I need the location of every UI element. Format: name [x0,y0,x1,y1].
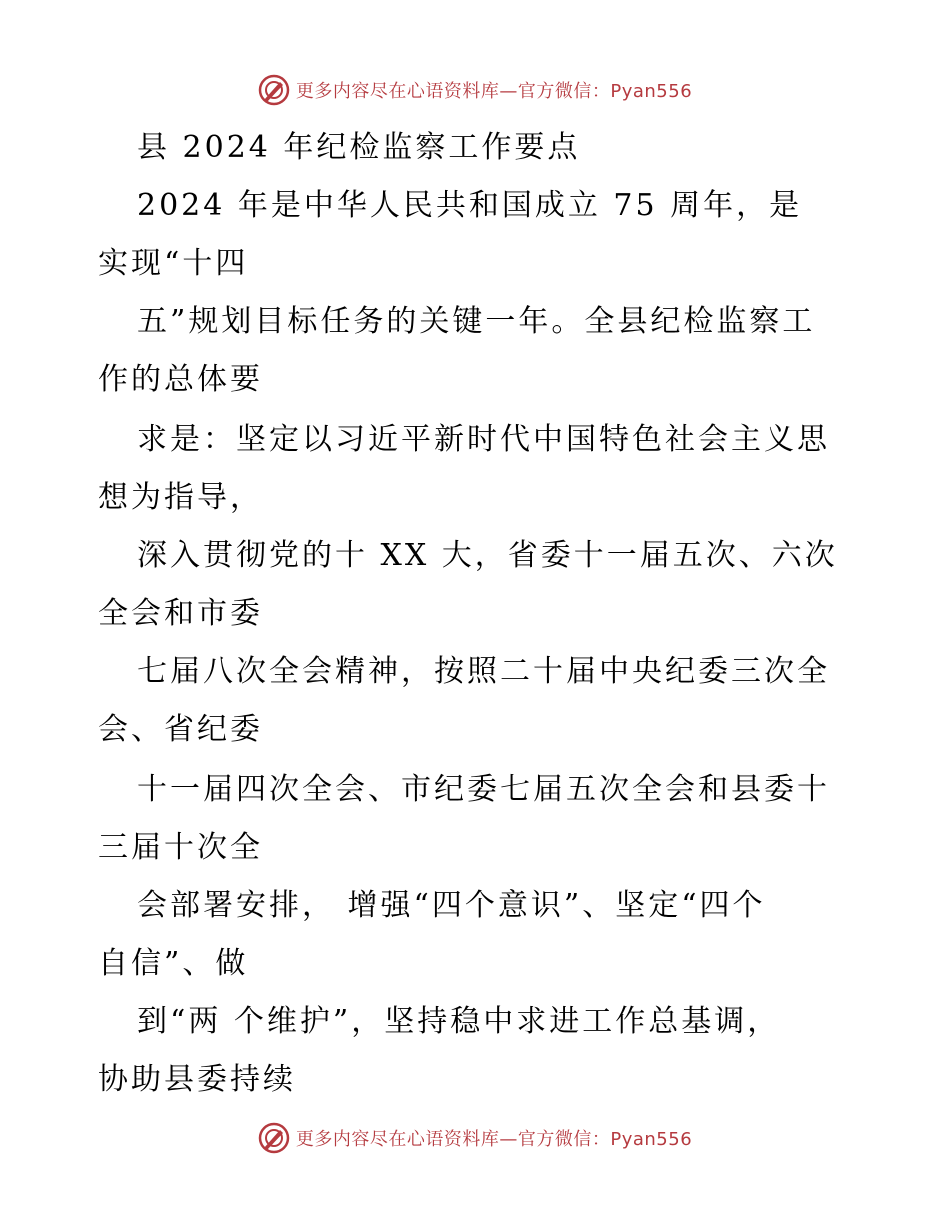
watermark-logo-icon [258,74,290,106]
watermark-logo-icon [258,1122,290,1154]
paragraph-line: 想为指导， [98,480,263,515]
paragraph-line: 十一届四次全会、市纪委七届五次全会和县委十 [137,772,830,807]
paragraph-line: 自信”、做 [98,946,249,981]
watermark-banner-bottom [0,1118,950,1158]
paragraph-line: 七届八次全会精神，按照二十届中央纪委三次全 [137,654,830,689]
paragraph-line: 到“两 个维护”，坚持稳中求进工作总基调， [137,1004,781,1039]
paragraph-line: 会、省纪委 [98,712,263,747]
paragraph-line: 协助县委持续 [98,1062,296,1097]
paragraph-line: 会部署安排， 增强“四个意识”、坚定“四个 [137,888,766,923]
paragraph-line: 求是：坚定以习近平新时代中国特色社会主义思 [137,422,830,457]
watermark-text: 更多内容尽在心语资料库—官方微信：Pyan556 [295,81,693,102]
paragraph-line: 三届十次全 [98,830,263,865]
document-title: 县 2024 年纪检监察工作要点 [137,130,581,165]
watermark-text: 更多内容尽在心语资料库—官方微信：Pyan556 [295,1129,693,1150]
paragraph-line: 深入贯彻党的十 XX 大，省委十一届五次、六次 [137,538,838,573]
watermark-banner-top [0,70,950,110]
paragraph-line: 全会和市委 [98,596,263,631]
paragraph-line: 五”规划目标任务的关键一年。全县纪检监察工 [137,304,816,339]
paragraph-line: 2024 年是中华人民共和国成立 75 周年，是 [137,188,803,223]
paragraph-line: 作的总体要 [98,362,263,397]
paragraph-line: 实现“十四 [98,246,249,281]
